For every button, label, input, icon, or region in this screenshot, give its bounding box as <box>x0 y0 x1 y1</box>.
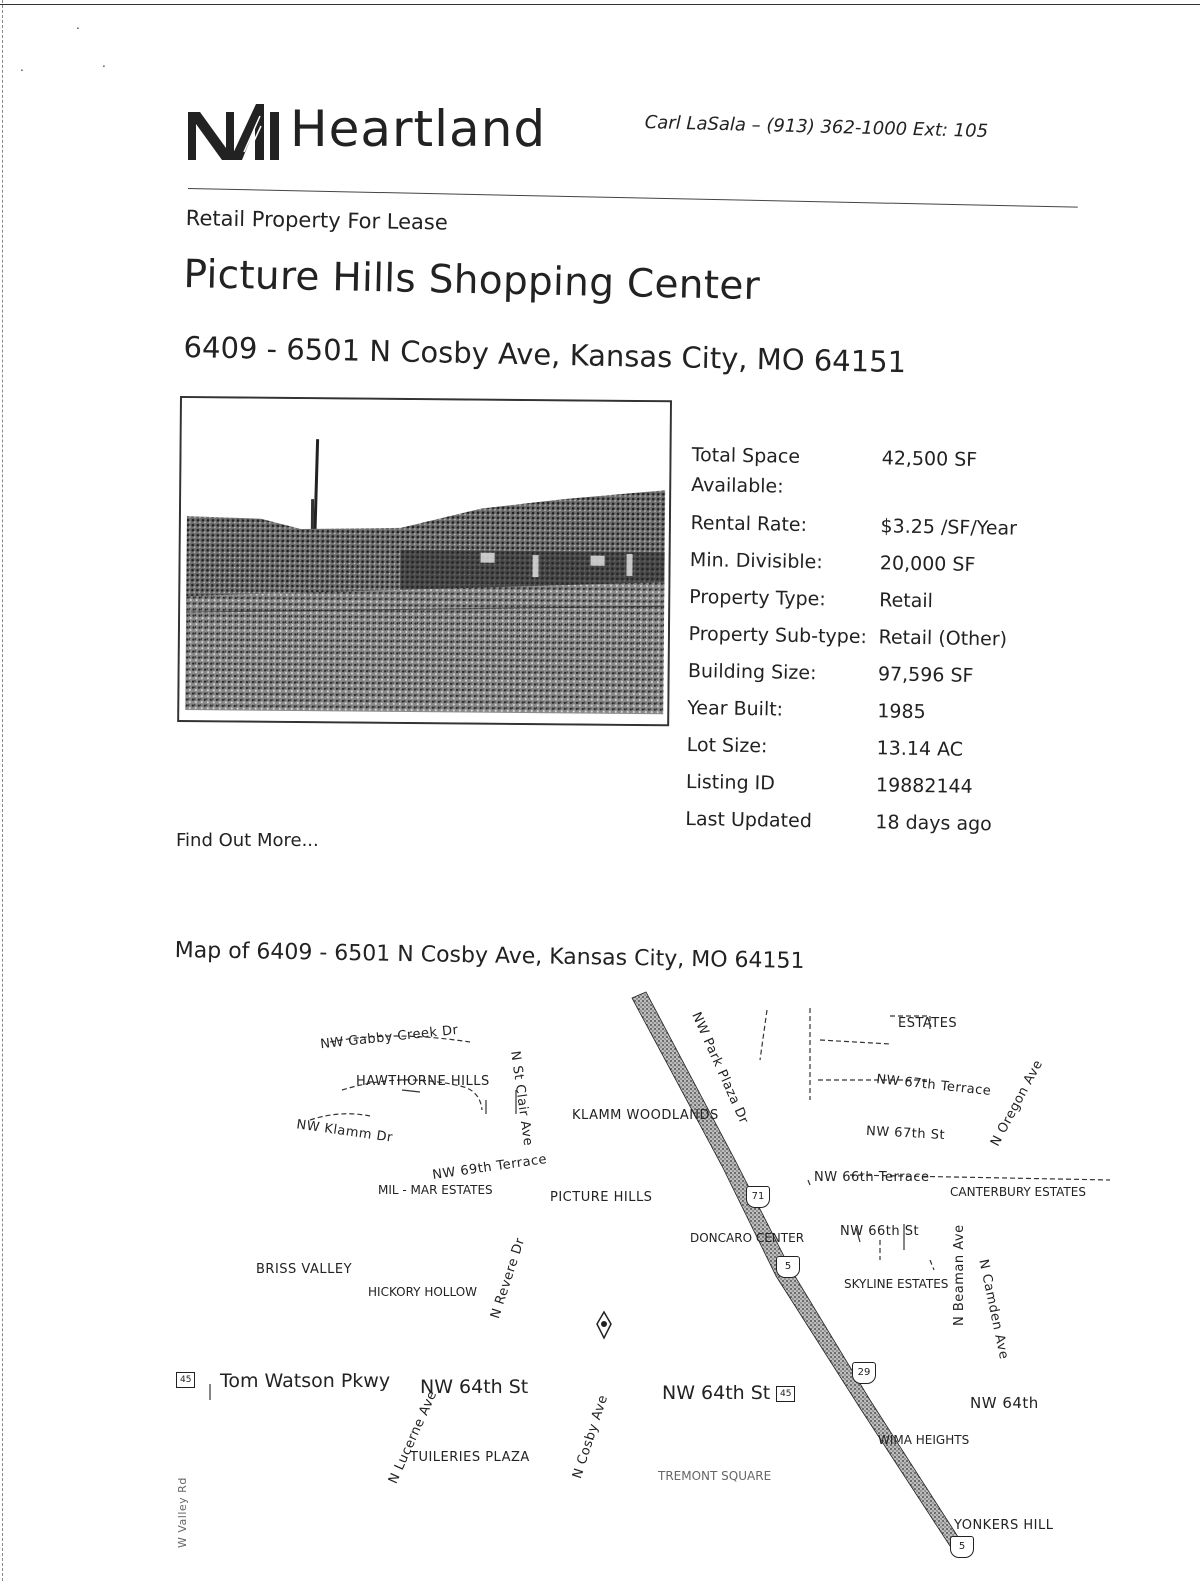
route-45-shield-icon: 45 <box>776 1386 795 1402</box>
map-label-nw64-right: NW 64th <box>970 1394 1039 1412</box>
scan-speck: . <box>20 60 24 74</box>
fact-value: $3.25 /SF/Year <box>880 515 1018 540</box>
fact-value: 19882144 <box>875 774 973 798</box>
page-title: Picture Hills Shopping Center <box>183 252 761 310</box>
fact-value: 1985 <box>877 700 926 724</box>
map-label-picture-hills: PICTURE HILLS <box>550 1190 653 1205</box>
map-label-estates: ESTATES <box>898 1016 958 1031</box>
location-map <box>170 980 1200 1581</box>
fact-value: Retail <box>879 589 934 613</box>
header-divider <box>188 188 1078 208</box>
map-label-park-plaza: NW Park Plaza Dr <box>688 1010 752 1127</box>
map-label-nw67-st: NW 67th St <box>865 1123 946 1144</box>
property-address: 6409 - 6501 N Cosby Ave, Kansas City, MO 64151 <box>183 330 907 380</box>
fact-label: Property Sub-type: <box>688 622 868 649</box>
brand-name: Heartland <box>290 100 547 158</box>
fact-label: Building Size: <box>687 659 817 685</box>
map-label-cosby: N Cosby Ave <box>570 1393 612 1481</box>
fact-label: Listing ID <box>685 770 776 795</box>
map-label-nw66-st: NW 66th St <box>840 1224 920 1239</box>
contact-line: Carl LaSala – (913) 362-1000 Ext: 105 <box>644 112 989 142</box>
property-photo <box>177 396 672 726</box>
map-label-oregon: N Oregon Ave <box>988 1057 1047 1150</box>
listing-category: Retail Property For Lease <box>185 206 448 235</box>
map-label-yonkers: YONKERS HILL <box>954 1518 1054 1533</box>
map-label-valley-rd: W Valley Rd <box>176 1477 189 1548</box>
map-label-skyline: SKYLINE ESTATES <box>844 1277 949 1291</box>
map-label-tuileries: TUILERIES PLAZA <box>410 1450 530 1465</box>
fact-value: 18 days ago <box>875 811 992 836</box>
map-label-st-clair: N St Clair Ave <box>507 1050 536 1148</box>
scan-speck: . <box>76 18 80 32</box>
map-label-briss-valley: BRISS VALLEY <box>256 1262 353 1277</box>
fact-label: Year Built: <box>687 696 784 721</box>
map-label-nw69-terr: NW 69th Terrace <box>431 1152 549 1183</box>
fact-label: Last Updated <box>685 807 813 833</box>
fact-value: 20,000 SF <box>879 552 976 576</box>
fact-value: 42,500 SF <box>881 447 978 471</box>
fact-label: Min. Divisible: <box>689 548 823 574</box>
fact-row-last-updated <box>685 804 1066 848</box>
fact-value: Retail (Other) <box>878 626 1008 651</box>
map-label-nw64-left: NW 64th St <box>420 1376 529 1398</box>
map-label-hickory-hollow: HICKORY HOLLOW <box>368 1285 478 1299</box>
page-top-edge <box>0 4 1200 5</box>
map-title: Map of 6409 - 6501 N Cosby Ave, Kansas City, MO 64151 <box>174 938 805 974</box>
nai-logo-mark <box>186 100 290 166</box>
map-label-klamm-dr: NW Klamm Dr <box>295 1117 394 1146</box>
map-label-tremont: TREMONT SQUARE <box>658 1469 772 1483</box>
fact-value: 13.14 AC <box>876 737 964 761</box>
fact-row-total-space <box>691 440 1072 515</box>
interstate-29-shield-icon: 29 <box>852 1362 876 1384</box>
fact-label: Lot Size: <box>686 733 768 758</box>
map-label-hawthorne: HAWTHORNE HILLS <box>356 1074 490 1089</box>
fact-label: Property Type: <box>689 585 826 611</box>
map-label-milmar: MIL - MAR ESTATES <box>378 1183 493 1197</box>
map-label-revere: N Revere Dr <box>488 1236 529 1321</box>
map-label-nw64-mid: NW 64th St <box>662 1382 771 1404</box>
map-label-canterbury: CANTERBURY ESTATES <box>950 1185 1086 1199</box>
map-label-klamm-woodlands: KLAMM WOODLANDS <box>572 1108 719 1123</box>
map-label-doncaro: DONCARO CENTER <box>690 1231 805 1245</box>
route-5-shield-icon: 5 <box>950 1536 974 1558</box>
fact-value: 97,596 SF <box>877 663 974 687</box>
fact-label: Total Space Available: <box>691 443 801 498</box>
route-45-shield-icon: 45 <box>176 1372 195 1388</box>
fact-label: Rental Rate: <box>690 511 808 537</box>
map-label-tom-watson: Tom Watson Pkwy <box>220 1370 391 1392</box>
page-left-edge <box>2 0 3 1581</box>
map-roads <box>170 980 1200 1581</box>
map-label-nw67-terr: NW 67th Terrace <box>875 1072 992 1099</box>
map-location-marker-icon <box>596 1310 612 1340</box>
find-out-more-link[interactable]: Find Out More... <box>176 830 319 851</box>
map-label-gabby-creek: NW Gabby Creek Dr <box>319 1022 460 1053</box>
map-label-nw66-terr: NW 66th Terrace <box>814 1170 930 1185</box>
map-label-camden: N Camden Ave <box>975 1258 1012 1361</box>
route-5-shield-icon: 5 <box>776 1256 800 1278</box>
property-facts-table <box>685 440 1072 848</box>
map-label-wima: WIMA HEIGHTS <box>878 1433 970 1447</box>
us-71-shield-icon: 71 <box>746 1186 770 1208</box>
map-label-beaman: N Beaman Ave <box>952 1224 967 1326</box>
map-label-lucerne: N Lucerne Ave <box>386 1388 441 1487</box>
scan-speck: . <box>102 56 106 70</box>
